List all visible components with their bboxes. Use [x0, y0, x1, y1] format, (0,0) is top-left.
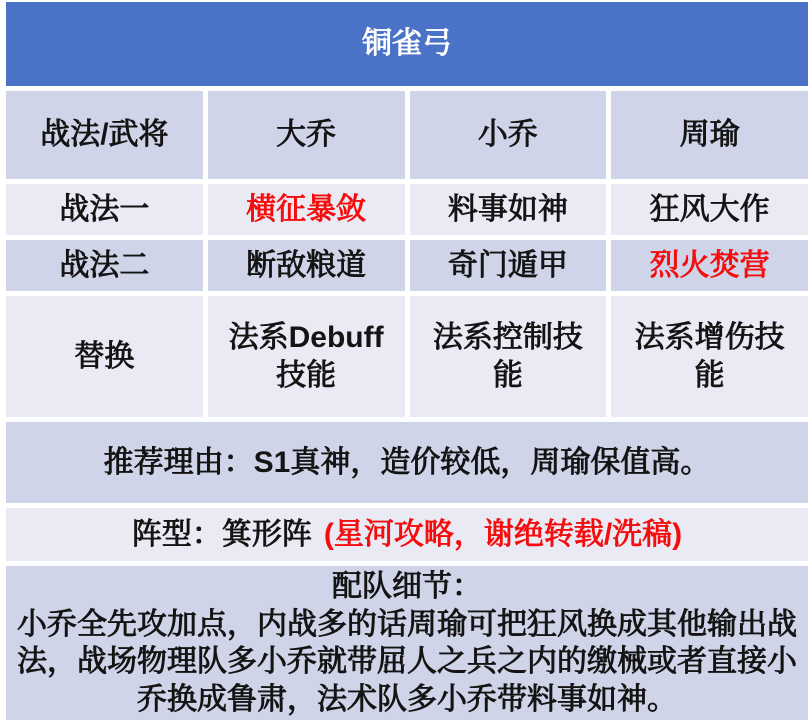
cell-skill-one-xiaoqiao: 料事如神 — [410, 184, 607, 235]
team-detail-note — [6, 566, 808, 720]
column-header-skill-vs-general: 战法/武将 — [6, 91, 203, 179]
column-header-xiaoqiao: 小乔 — [410, 91, 607, 179]
formation-note — [6, 508, 808, 561]
cell-skill-one-daqiao: 横征暴敛 — [208, 184, 405, 235]
row-label-replacement: 替换 — [6, 296, 203, 417]
cell-skill-one-zhouyu: 狂风大作 — [611, 184, 808, 235]
cell-replacement-zhouyu: 法系增伤技能 — [611, 296, 808, 417]
column-header-zhouyu: 周瑜 — [611, 91, 808, 179]
cell-replacement-daqiao: 法系Debuff技能 — [208, 296, 405, 417]
recommendation-note: 推荐理由：S1真神，造价较低，周瑜保值高。 — [6, 422, 808, 503]
page-title: 铜雀弓 — [6, 2, 808, 86]
cell-skill-two-zhouyu: 烈火焚营 — [611, 240, 808, 291]
row-label-skill-two: 战法二 — [6, 240, 203, 291]
formation-label: 阵型：箕形阵 — [131, 517, 312, 551]
team-detail-heading: 配队细节： — [332, 570, 482, 603]
team-guide-table — [6, 2, 808, 720]
team-detail-body: 小乔全先攻加点，内战多的话周瑜可把狂风换成其他输出战法，战场物理队多小乔就带屈人之兵之内的缴械或者直接小乔换成鲁肃，法术队多小乔带料事如神。 — [17, 607, 797, 716]
cell-skill-two-daqiao: 断敌粮道 — [208, 240, 405, 291]
cell-replacement-xiaoqiao: 法系控制技能 — [410, 296, 607, 417]
column-header-daqiao: 大乔 — [208, 91, 405, 179]
formation-credit: (星河攻略，谢绝转载/洗稿) — [323, 517, 683, 551]
row-label-skill-one: 战法一 — [6, 184, 203, 235]
cell-skill-two-xiaoqiao: 奇门遁甲 — [410, 240, 607, 291]
